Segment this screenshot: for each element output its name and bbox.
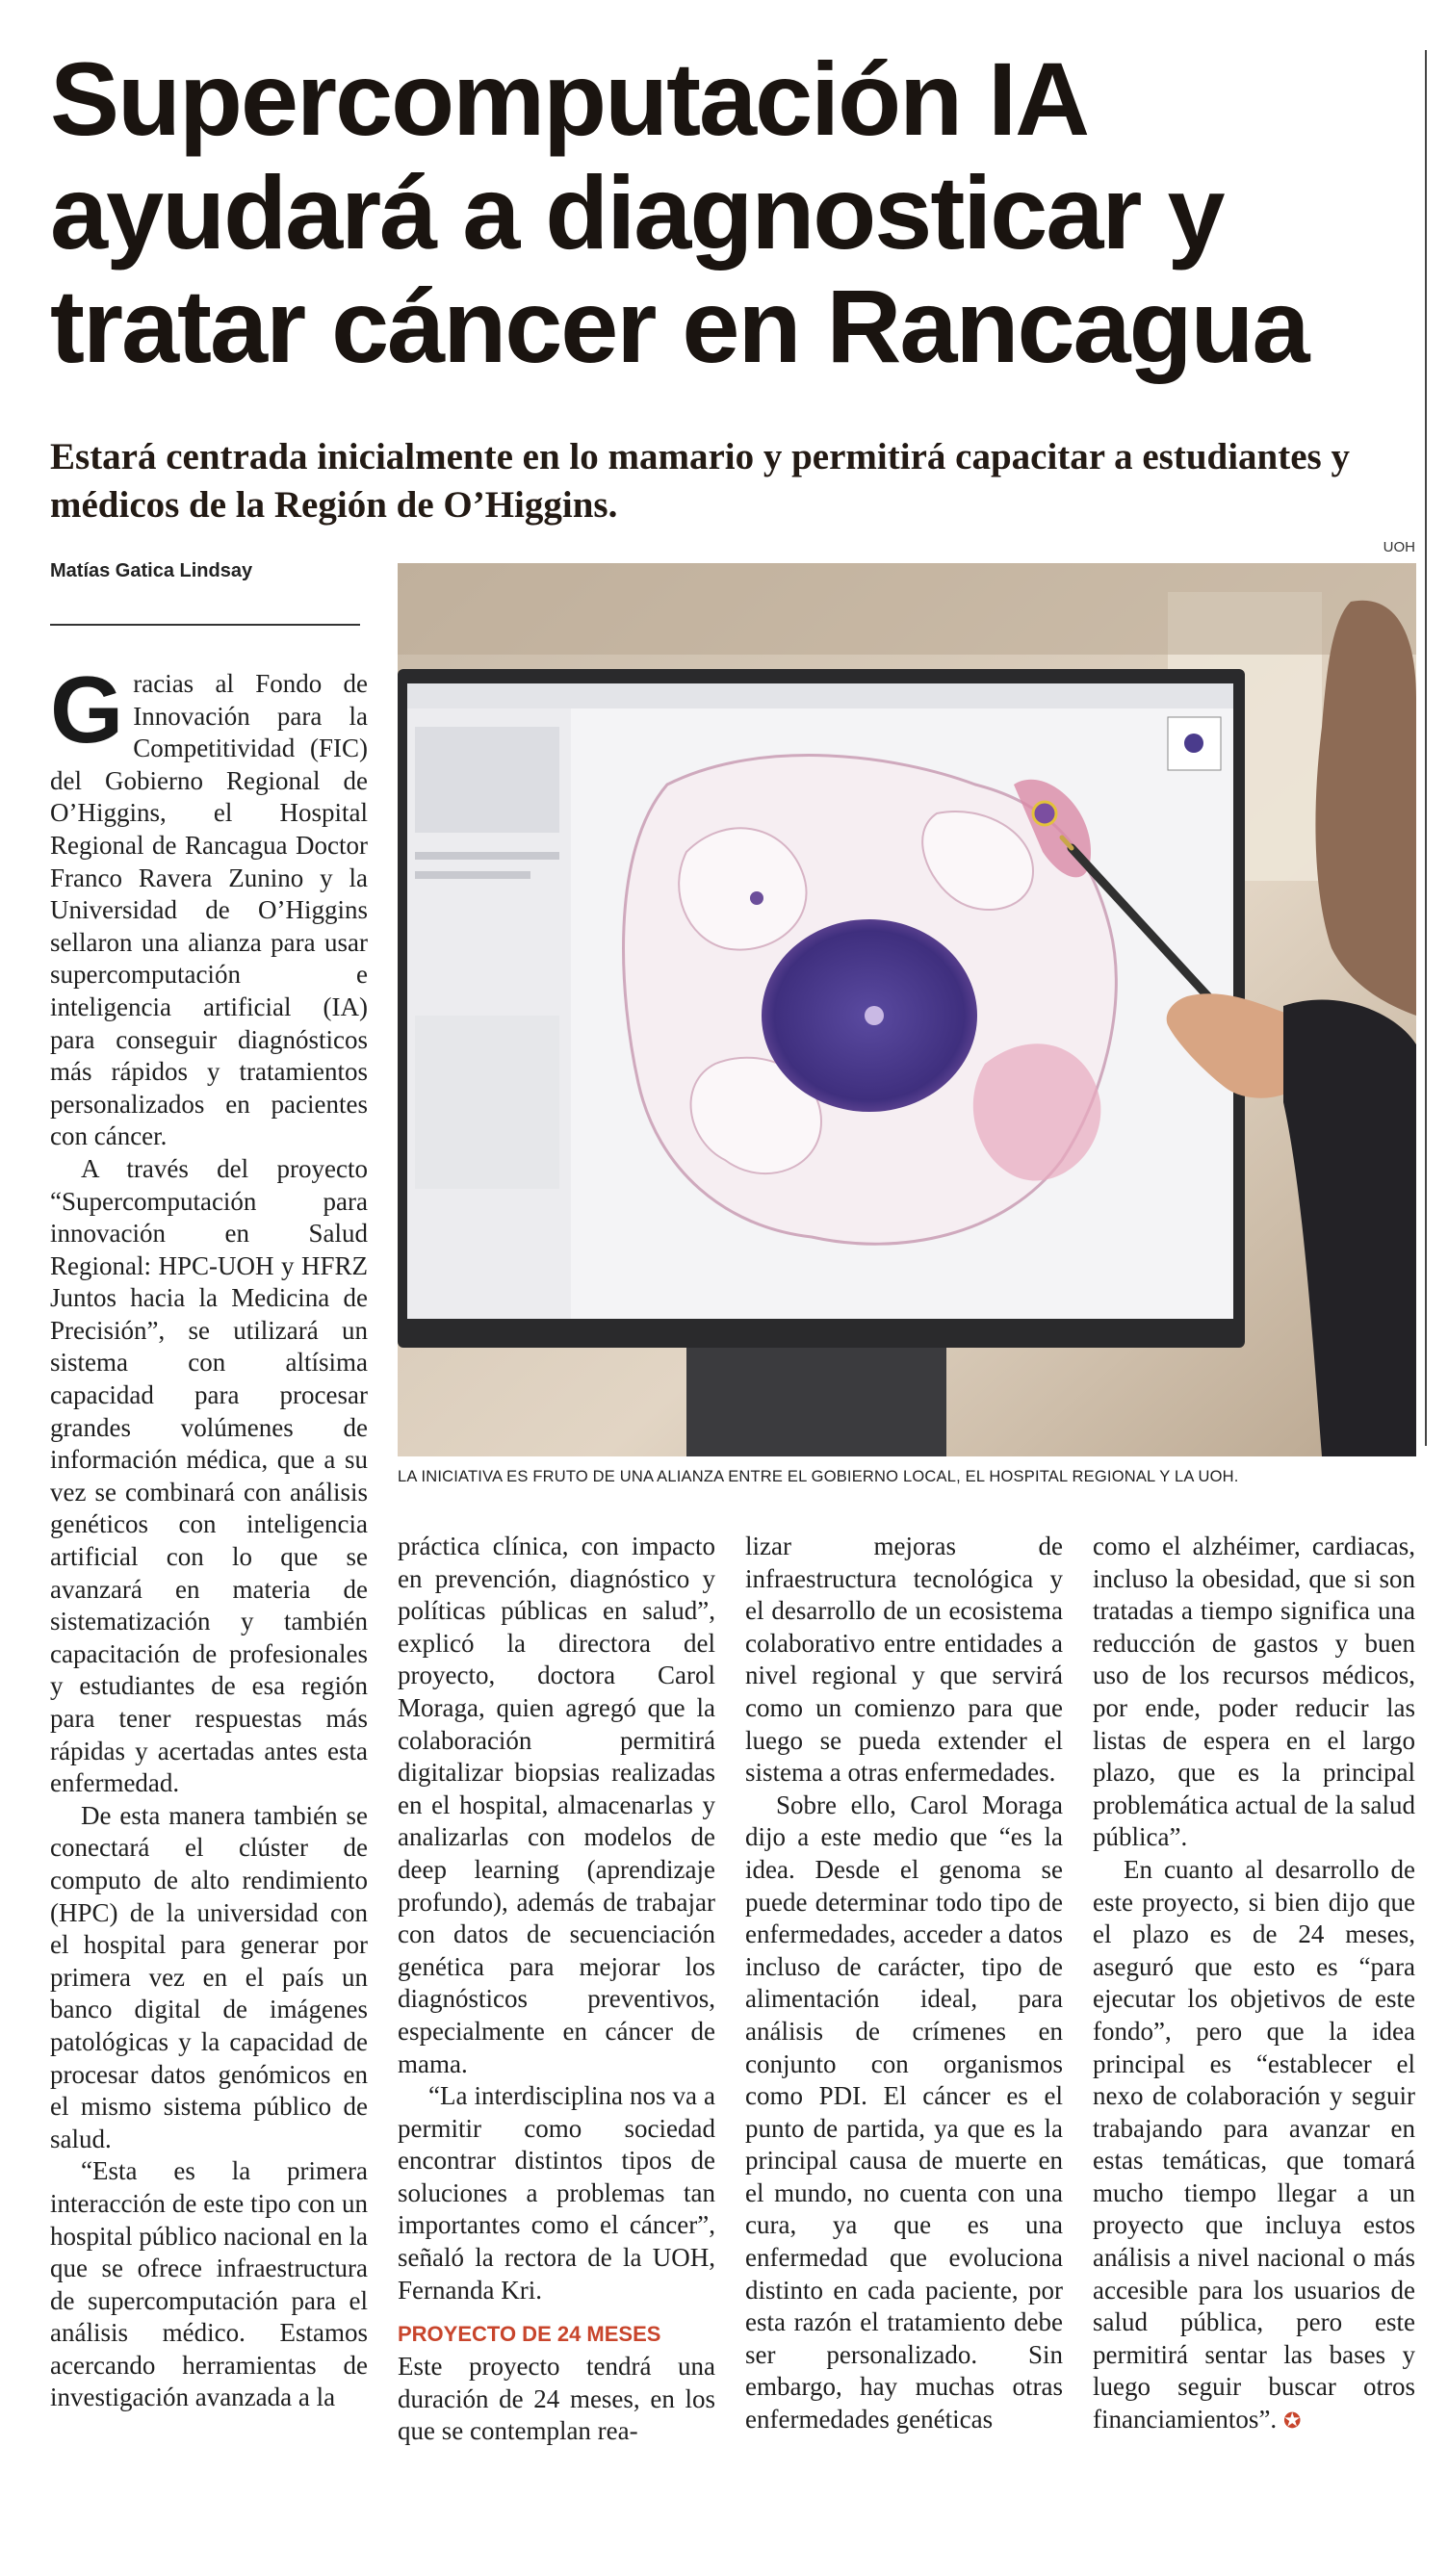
- headline-line-1: Supercomputación IA: [50, 40, 1089, 157]
- paragraph: lizar mejoras de infraestructura tecnológica y el desarrollo de un ecosistema colaborativo entre entidades a nivel regional y que servirá como un comienzo para que luego se pueda extender el sistema a otras enfermedades.: [745, 1532, 1063, 1788]
- headline: [50, 42, 1417, 383]
- paragraph-text: En cuanto al desarrollo de este proyecto, si bien dijo que el plazo es de 24 meses, aseguró que esto es “para ejecutar los objetivos de este fondo”, pero que la idea principal es “establecer el nexo de colaboración y seguir trabajando para avanzar en estas temáticas, que tomará mucho tiempo llegar a un proyecto que incluya estos análisis a nivel nacional o más accesible para los usuarios de salud pública, pero este permitirá sentar las bases y luego seguir buscar otros financiamientos”.: [1093, 1854, 1415, 2434]
- photo-credit: UOH: [1383, 539, 1415, 555]
- article-column-2: [398, 1531, 715, 2448]
- photo-illustration: [398, 563, 1416, 1456]
- headline-line-2: ayudará a diagnosticar y: [50, 154, 1224, 270]
- column-rule: [1425, 50, 1427, 1446]
- photo-caption: LA INICIATIVA ES FRUTO DE UNA ALIANZA ENTRE EL GOBIERNO LOCAL, EL HOSPITAL REGIONAL Y LA UOH.: [398, 1468, 1239, 1485]
- paragraph: A través del proyecto “Supercomputación para innovación en Salud Regional: HPC-UOH y HFRZ Juntos hacia la Medicina de Precisión”, se utilizará un sistema con altísima capacidad para procesar grandes volúmenes de información médica, que a su vez se combinará con análisis genéticos con inteligencia artificial con lo que se avanzará en materia de sistematización y también capacitación de profesionales y estudiantes de esa región para tener respuestas más rápidas y acertadas antes esta enfermedad.: [50, 1153, 368, 1798]
- end-mark-icon: ✪: [1282, 2409, 1302, 2434]
- dropcap: G: [50, 657, 124, 762]
- paragraph: como el alzhéimer, cardiacas, incluso la obesidad, que si son tratadas a tiempo significa una reducción de gastos y buen uso de los recursos médicos, por ende, poder reducir las listas de espera en el largo plazo, que es la principal problemática actual de la salud pública”.: [1093, 1532, 1415, 1852]
- section-heading: PROYECTO DE 24 MESES: [398, 2322, 661, 2347]
- subheadline: Estará centrada inicialmente en lo mamario y permitirá capacitar a estudiantes y médicos de la Región de O’Higgins.: [50, 436, 1350, 526]
- byline-rule: [50, 624, 360, 626]
- article-column-1: [50, 657, 368, 2414]
- headline-line-3: tratar cáncer en Rancagua: [50, 268, 1308, 384]
- article-photo: [398, 563, 1416, 1456]
- paragraph: “La interdisciplina nos va a permitir como sociedad encontrar distintos tipos de soluciones a problemas tan importantes como el cáncer”, señaló la rectora de la UOH, Fernanda Kri.: [398, 2081, 715, 2305]
- paragraph: [50, 657, 368, 1153]
- article-column-3: [745, 1531, 1063, 2436]
- paragraph: [1093, 1854, 1415, 2437]
- paragraph: De esta manera también se conectará el clúster de computo de alto rendimiento (HPC) de la universidad con el hospital para generar por primera vez en el país un banco digital de imágenes patológicas y la capacidad de procesar datos genómicos en el mismo sistema público de salud.: [50, 1800, 368, 2153]
- paragraph-text: racias al Fondo de Innovación para la Competitividad (FIC) del Gobierno Regional de O’Higgins, el Hospital Regional de Rancagua Doctor Franco Ravera Zunino y la Universidad de O’Higgins sellaron una alianza para usar supercomputación e inteligencia artificial (IA) para conseguir diagnósticos más rápidos y tratamientos personalizados en pacientes con cáncer.: [50, 669, 368, 1151]
- paragraph: práctica clínica, con impacto en prevención, diagnóstico y políticas públicas en salud”, explicó la directora del proyecto, doctora Carol Moraga, quien agregó que la colaboración permitirá digitalizar biopsias realizadas en el hospital, almacenarlas y analizarlas con modelos de deep learning (aprendizaje profundo), además de trabajar con datos de secuenciación genética para mejorar los diagnósticos preventivos, especialmente en cáncer de mama.: [398, 1532, 715, 2078]
- paragraph: “Esta es la primera interacción de este tipo con un hospital público nacional en la que se ofrece infraestructura de supercomputación para el análisis médico. Estamos acercando herramientas de investigación avanzada a la: [50, 2156, 368, 2412]
- paragraph: Sobre ello, Carol Moraga dijo a este medio que “es la idea. Desde el genoma se puede determinar todo tipo de enfermedades, acceder a datos incluso de carácter, tipo de alimentación ideal, para análisis de crímenes en conjunto con organismos como PDI. El cáncer es el punto de partida, ya que es la principal causa de muerte en el mundo, no cuenta con una cura, ya que es una enfermedad que evoluciona distinto en cada paciente, por esta razón el tratamiento debe ser personalizado. Sin embargo, hay muchas otras enfermedades genéticas: [745, 1790, 1063, 2434]
- byline: Matías Gatica Lindsay: [50, 560, 253, 581]
- article-column-4: [1093, 1531, 1415, 2437]
- paragraph: Este proyecto tendrá una duración de 24 meses, en los que se contemplan rea-: [398, 2352, 715, 2446]
